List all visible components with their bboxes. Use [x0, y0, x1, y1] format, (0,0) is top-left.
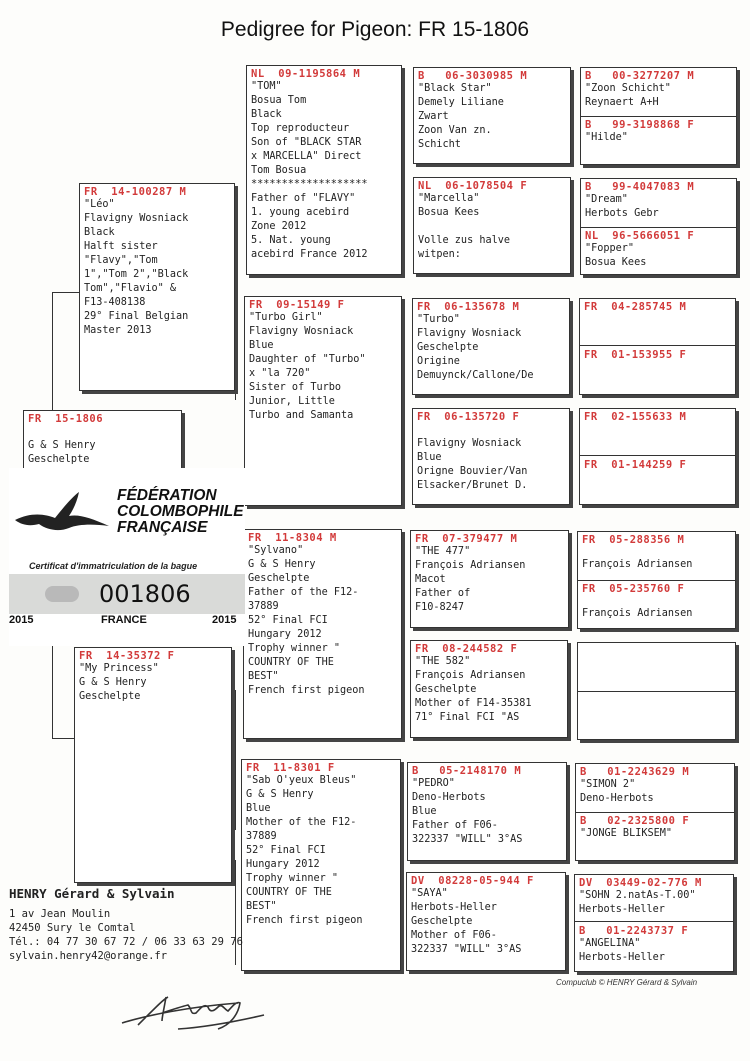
- pigeon-info: "ANGELINA" Herbots-Heller: [579, 938, 665, 963]
- pigeon-info: "Zoon Schicht" Reynaert A+H: [585, 83, 671, 108]
- ring-number: B 99-3198868 F: [585, 119, 695, 131]
- pigeon-info: "Turbo Girl" Flavigny Wosniack Blue Daughter of "Turbo" x "la 720" Sister of Turbo Junior, Little Turbo and Samanta: [249, 312, 366, 421]
- pigeon-info: "SIMON 2" Deno-Herbots: [580, 779, 654, 804]
- owner-city: 42450 Sury le Comtal: [9, 922, 136, 934]
- great-grandparent-box: [410, 530, 569, 628]
- pigeon-info: "Turbo" Flavigny Wosniack Geschelpte Origine Demuynck/Callone/De: [417, 314, 534, 381]
- ring-logo-icon: [45, 586, 79, 602]
- ring-number: FR 15-1806: [28, 413, 104, 425]
- card-country: FRANCE: [101, 614, 147, 626]
- grandparent-box: [244, 296, 402, 506]
- great-grandparent-box: [412, 298, 570, 395]
- pigeon-info: "Hilde": [585, 132, 628, 143]
- pigeon-info: François Adriansen: [582, 559, 693, 570]
- pigeon-info: "Sylvano" G & S Henry Geschelpte Father of the F12- 37889 52° Final FCI Hungary 2012 Trophy winner " COUNTRY OF THE BEST" French first pigeon: [248, 545, 365, 696]
- federation-name: FÉDÉRATION COLOMBOPHILE FRANÇAISE: [117, 487, 244, 536]
- ring-number: B 06-3030985 M: [418, 70, 528, 82]
- ring-number: B 05-2148170 M: [412, 765, 522, 777]
- pigeon-info: "Marcella" Bosua Kees Volle zus halve witpen:: [418, 193, 511, 260]
- ring-number: B 02-2325800 F: [580, 815, 690, 827]
- ring-number: FR 05-235760 F: [582, 583, 685, 595]
- ring-number: FR 11-8304 M: [248, 532, 337, 544]
- pigeon-info: "THE 582" François Adriansen Geschelpte Mother of F14-35381 71° Final FCI "AS: [415, 656, 532, 723]
- pigeon-info: "Sab O'yeux Bleus" G & S Henry Blue Mother of the F12- 37889 52° Final FCI Hungary 2012 Trophy winner " COUNTRY OF THE BEST" French first pigeon: [246, 775, 363, 926]
- ring-number: FR 01-153955 F: [584, 349, 687, 361]
- ring-number: NL 06-1078504 F: [418, 180, 528, 192]
- ancestor-pair-box: [580, 178, 737, 275]
- certificate-label: Certificat d'immatriculation de la bague: [29, 561, 198, 571]
- card-ring-number: 001806: [99, 580, 191, 608]
- handwritten-signature: [118, 985, 268, 1035]
- pigeon-info: "Léo" Flavigny Wosniack Black Halft sister "Flavy","Tom 1","Tom 2","Black Tom","Flavio" & F13-408138 29° Final Belgian Master 2013: [84, 199, 189, 336]
- ancestor-pair-box: [574, 874, 734, 972]
- ring-number: FR 02-155633 M: [584, 411, 687, 423]
- pigeon-info: "Fopper" Bosua Kees: [585, 243, 647, 268]
- ring-number: NL 09-1195864 M: [251, 68, 361, 80]
- ancestor-pair-box: [579, 408, 736, 505]
- pigeon-logo-icon: [13, 490, 111, 538]
- ring-number: B 01-2243737 F: [579, 925, 689, 937]
- great-grandparent-box: [407, 762, 567, 861]
- pigeon-info: "SOHN 2.natAs-T.00" Herbots-Heller: [579, 890, 696, 915]
- great-grandparent-box: [413, 177, 571, 274]
- ring-number: B 99-4047083 M: [585, 181, 695, 193]
- ring-number: DV 08228-05-944 F: [411, 875, 534, 887]
- grandparent-box: [243, 529, 402, 739]
- owner-details: [9, 887, 243, 963]
- pigeon-info: "My Princess" G & S Henry Geschelpte: [79, 663, 159, 702]
- connector-line: [235, 250, 236, 400]
- ring-number-band: [9, 574, 245, 614]
- owner-email: sylvain.henry42@orange.fr: [9, 950, 168, 962]
- ancestor-pair-box: [575, 763, 735, 861]
- pigeon-info: "TOM" Bosua Tom Black Top reproducteur Son of "BLACK STAR x MARCELLA" Direct Tom Bosua ******************* Father of "FLAVY" 1. young acebird Zone 2012 5. Nat. young acebird France 2012: [251, 81, 368, 260]
- pigeon-info: "JONGE BLIKSEM": [580, 828, 673, 839]
- card-year: 2015: [9, 614, 34, 626]
- ring-number: FR 05-288356 M: [582, 534, 685, 546]
- ring-number: FR 08-244582 F: [415, 643, 518, 655]
- pigeon-info: François Adriansen: [582, 608, 693, 619]
- ring-number: FR 09-15149 F: [249, 299, 345, 311]
- ring-number: FR 07-379477 M: [415, 533, 518, 545]
- ancestor-pair-box: [580, 67, 737, 165]
- pigeon-info: "THE 477" François Adriansen Macot Father of F10-8247: [415, 546, 526, 613]
- pigeon-info: Flavigny Wosniack Blue Origne Bouvier/Van Elsacker/Brunet D.: [417, 438, 528, 491]
- ring-registration-card: [9, 468, 245, 646]
- ring-number: FR 04-285745 M: [584, 301, 687, 313]
- ring-number: FR 06-135720 F: [417, 411, 520, 423]
- page-title: Pedigree for Pigeon: FR 15-1806: [220, 18, 530, 41]
- grandparent-box: [241, 759, 401, 971]
- ancestor-pair-box: [577, 642, 736, 740]
- owner-name: HENRY Gérard & Sylvain: [9, 886, 175, 901]
- ring-number: FR 01-144259 F: [584, 459, 687, 471]
- ring-number: FR 14-100287 M: [84, 186, 187, 198]
- ring-number: NL 96-5666051 F: [585, 230, 695, 242]
- ancestor-pair-box: [577, 531, 736, 629]
- card-year: 2015: [212, 614, 237, 626]
- owner-address: 1 av Jean Moulin: [9, 908, 111, 920]
- great-grandparent-box: [412, 408, 570, 505]
- ring-number: FR 11-8301 F: [246, 762, 335, 774]
- great-grandparent-box: [413, 67, 571, 164]
- connector-line: [235, 690, 236, 830]
- ancestor-pair-box: [579, 298, 736, 395]
- ring-number: DV 03449-02-776 M: [579, 877, 702, 889]
- ring-number: FR 06-135678 M: [417, 301, 520, 313]
- ring-number: B 01-2243629 M: [580, 766, 690, 778]
- software-credit: Compuclub © HENRY Gérard & Sylvain: [556, 978, 698, 987]
- grandparent-box: [246, 65, 402, 275]
- ring-number: FR 14-35372 F: [79, 650, 175, 662]
- dam-box: [74, 647, 232, 883]
- great-grandparent-box: [406, 872, 566, 971]
- sire-box: [79, 183, 235, 391]
- pigeon-info: "SAYA" Herbots-Heller Geschelpte Mother of F06- 322337 "WILL" 3°AS: [411, 888, 522, 955]
- ring-number: B 00-3277207 M: [585, 70, 695, 82]
- great-grandparent-box: [410, 640, 568, 738]
- connector-line: [52, 292, 79, 293]
- pigeon-info: "Black Star" Demely Liliane Zwart Zoon Van zn. Schicht: [418, 83, 504, 150]
- owner-phone: Tél.: 04 77 30 67 72 / 06 33 63 29 76: [9, 936, 243, 948]
- pigeon-info: "Dream" Herbots Gebr: [585, 194, 659, 219]
- pigeon-info: G & S Henry Geschelpte: [28, 440, 96, 465]
- pigeon-info: "PEDRO" Deno-Herbots Blue Father of F06- 322337 "WILL" 3°AS: [412, 778, 523, 845]
- subject-pigeon-box: [23, 410, 182, 470]
